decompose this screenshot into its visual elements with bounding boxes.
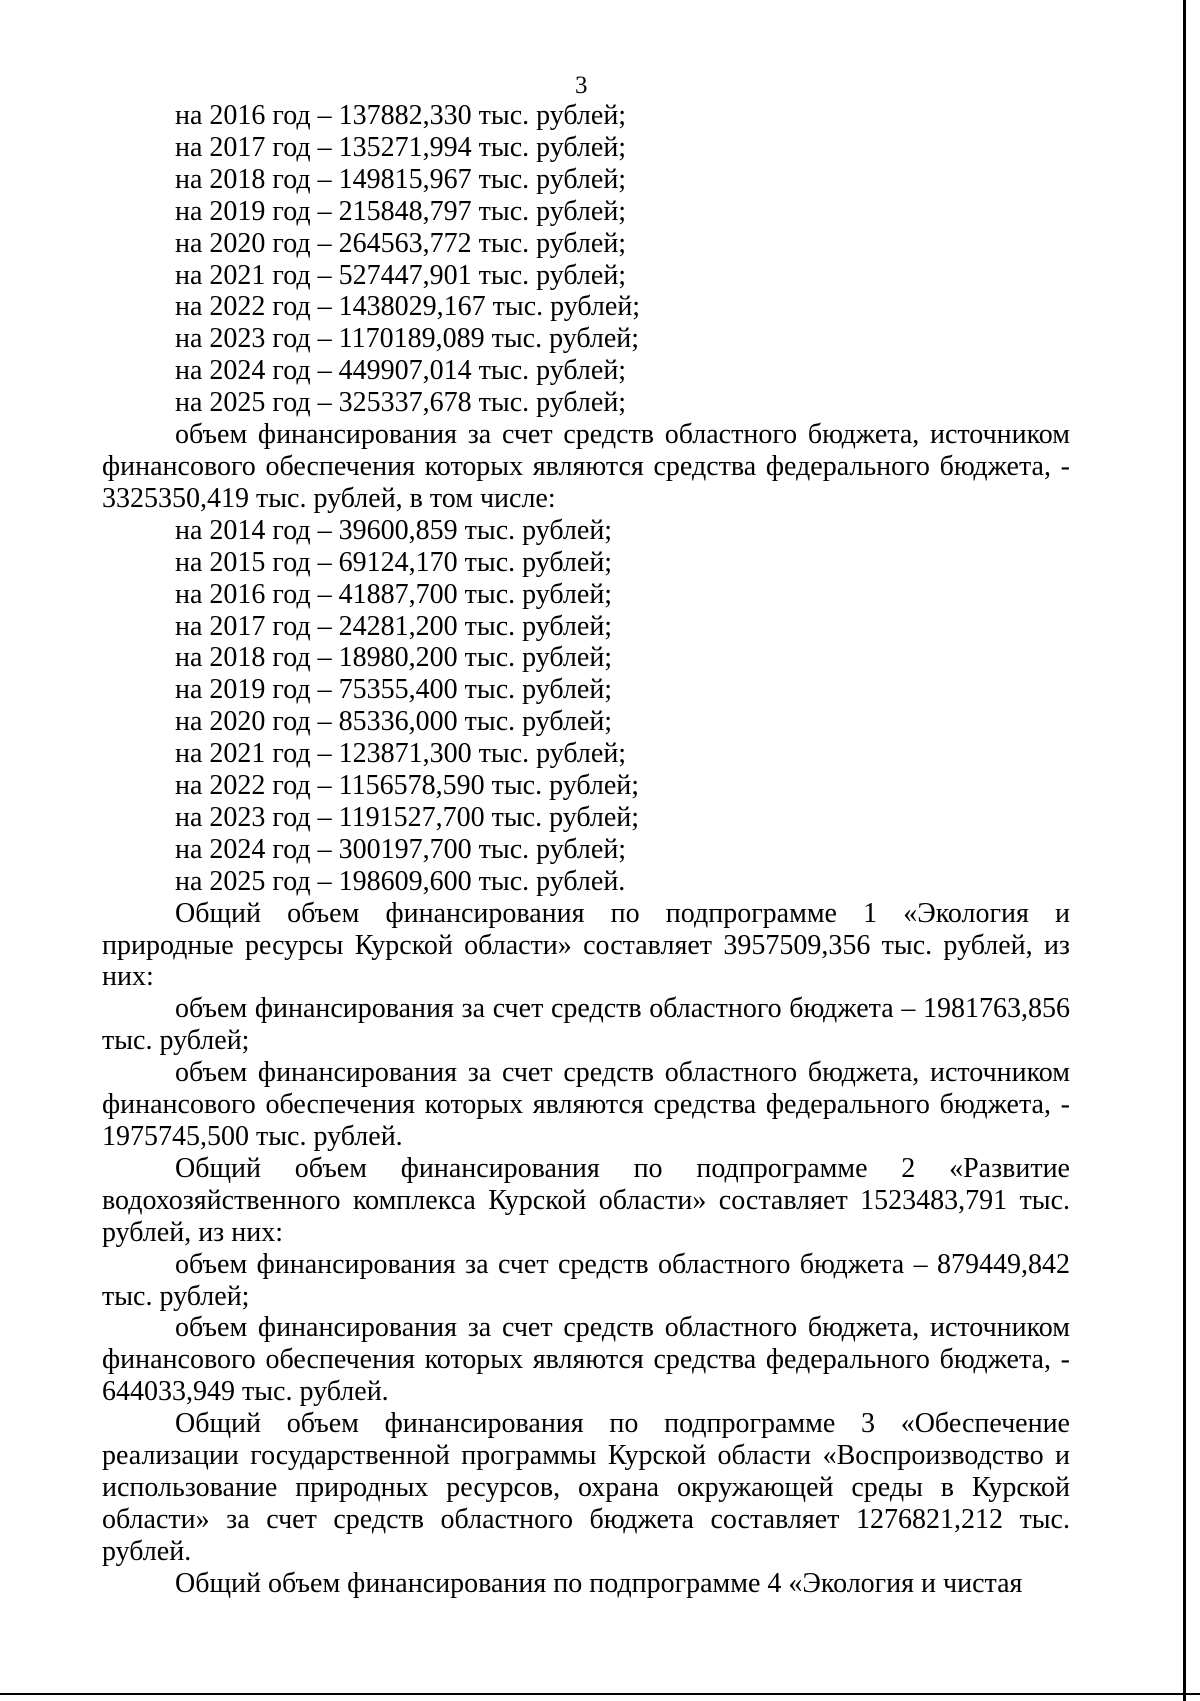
scan-edge-bottom (0, 1693, 1200, 1695)
year-line: на 2020 год – 264563,772 тыс. рублей; (175, 227, 627, 259)
paragraph-subprogram-1-regional: объем финансирования за счет средств областного бюджета – 1981763,856 тыс. рублей; (102, 993, 1070, 1057)
year-line: на 2022 год – 1156578,590 тыс. рублей; (175, 770, 640, 802)
year-line: на 2019 год – 215848,797 тыс. рублей; (175, 195, 627, 227)
year-line: на 2014 год – 39600,859 тыс. рублей; (175, 514, 613, 546)
scan-edge-right (1183, 0, 1186, 1701)
year-line: на 2024 год – 449907,014 тыс. рублей; (175, 355, 627, 387)
year-line: на 2019 год – 75355,400 тыс. рублей; (175, 674, 613, 706)
paragraph-federal-total: объем финансирования за счет средств областного бюджета, источником финансового обеспечения которых являются средства федерального бюджета, - 3325350,419 тыс. рублей, в том числе: (102, 419, 1070, 514)
year-line: на 2017 год – 135271,994 тыс. рублей; (175, 131, 627, 163)
year-line: на 2022 год – 1438029,167 тыс. рублей; (175, 291, 641, 323)
page-number: 3 (575, 72, 588, 99)
year-line: на 2016 год – 41887,700 тыс. рублей; (175, 578, 613, 610)
year-line: на 2018 год – 149815,967 тыс. рублей; (175, 163, 627, 195)
paragraph-subprogram-2-regional: объем финансирования за счет средств областного бюджета – 879449,842 тыс. рублей; (102, 1248, 1070, 1312)
year-line: на 2023 год – 1191527,700 тыс. рублей; (175, 801, 640, 833)
year-line: на 2017 год – 24281,200 тыс. рублей; (175, 610, 613, 642)
paragraph-subprogram-1-federal: объем финансирования за счет средств областного бюджета, источником финансового обеспечения которых являются средства федерального бюджета, - 1975745,500 тыс. рублей. (102, 1057, 1070, 1152)
year-line: на 2018 год – 18980,200 тыс. рублей; (175, 642, 613, 674)
year-line: на 2025 год – 198609,600 тыс. рублей. (175, 865, 626, 897)
year-line: на 2015 год – 69124,170 тыс. рублей; (175, 546, 613, 578)
year-line: на 2021 год – 527447,901 тыс. рублей; (175, 259, 627, 291)
year-line: на 2016 год – 137882,330 тыс. рублей; (175, 100, 627, 131)
year-line: на 2021 год – 123871,300 тыс. рублей; (175, 738, 627, 770)
document-body (102, 100, 1070, 1600)
paragraph-subprogram-4-start: Общий объем финансирования по подпрограмме 4 «Экология и чистая (175, 1567, 1023, 1599)
paragraph-subprogram-2-federal: объем финансирования за счет средств областного бюджета, источником финансового обеспечения которых являются средства федерального бюджета, - 644033,949 тыс. рублей. (102, 1312, 1070, 1408)
year-line: на 2024 год – 300197,700 тыс. рублей; (175, 833, 627, 865)
paragraph-subprogram-2-total: Общий объем финансирования по подпрограмме 2 «Развитие водохозяйственного комплекса Курской области» составляет 1523483,791 тыс. рублей, из них: (102, 1152, 1070, 1248)
paragraph-subprogram-1-total: Общий объем финансирования по подпрограмме 1 «Экология и природные ресурсы Курской области» составляет 3957509,356 тыс. рублей, из них: (102, 897, 1070, 993)
paragraph-subprogram-3-total: Общий объем финансирования по подпрограмме 3 «Обеспечение реализации государственной программы Курской области «Воспроизводство и использование природных ресурсов, охрана окружающей среды в Курской области» за счет средств областного бюджета составляет 1276821,212 тыс. рублей. (102, 1408, 1070, 1567)
year-line: на 2020 год – 85336,000 тыс. рублей; (175, 706, 613, 738)
year-line: на 2025 год – 325337,678 тыс. рублей; (175, 387, 627, 419)
year-line: на 2023 год – 1170189,089 тыс. рублей; (175, 323, 640, 355)
